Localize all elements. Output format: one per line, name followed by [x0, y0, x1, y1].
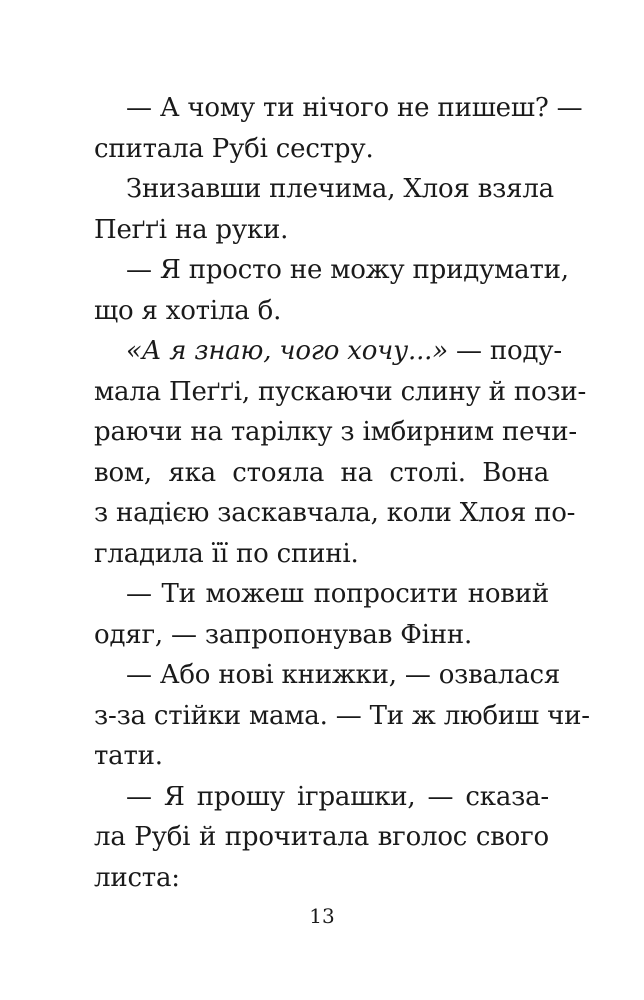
text-line: — Я просто не можу придумати,: [126, 255, 569, 285]
book-page-text: [94, 88, 590, 898]
text-line: ла Рубі й прочитала вголос свого: [94, 822, 549, 852]
text-line: вом, яка стояла на столі. Вона: [94, 457, 549, 488]
paragraph: [94, 574, 549, 655]
text-line: що я хотіла б.: [94, 295, 282, 326]
text-line: з надією заскавчала, коли Хлоя по-: [94, 498, 576, 528]
text-line: листа:: [94, 862, 180, 893]
text-line: мала Пеґґі, пускаючи слину й пози-: [94, 376, 587, 407]
text-line: тати.: [94, 741, 163, 771]
text-line: одяг, — запропонував Фінн.: [94, 619, 473, 650]
text-line: гладила її по спині.: [94, 538, 359, 569]
italic-thought: «А я знаю, чого хочу...»: [126, 336, 448, 366]
text-line: з-за стійки мама. — Ти ж любиш чи-: [94, 700, 590, 731]
text-line: Знизавши плечима, Хлоя взяла: [126, 174, 554, 204]
text-fragment: — поду-: [447, 336, 562, 366]
text-line: раючи на тарілку з імбирним печи-: [94, 417, 578, 447]
text-line: Пеґґі на руки.: [94, 214, 289, 245]
paragraph: [94, 331, 587, 574]
paragraph: [94, 777, 549, 899]
text-line: [94, 331, 562, 372]
paragraph: [94, 88, 583, 169]
page-number: 13: [309, 904, 335, 928]
text-line: — Ти можеш попросити новий: [126, 579, 549, 609]
text-line: — Я прошу іграшки, — сказа-: [126, 781, 549, 812]
text-line: спитала Рубі сестру.: [94, 133, 374, 164]
text-line: — А чому ти нічого не пишеш? —: [126, 93, 583, 123]
paragraph: [94, 169, 554, 250]
paragraph: [94, 250, 569, 331]
text-line: — Або нові книжки, — озвалася: [126, 660, 561, 690]
paragraph: [94, 655, 590, 777]
